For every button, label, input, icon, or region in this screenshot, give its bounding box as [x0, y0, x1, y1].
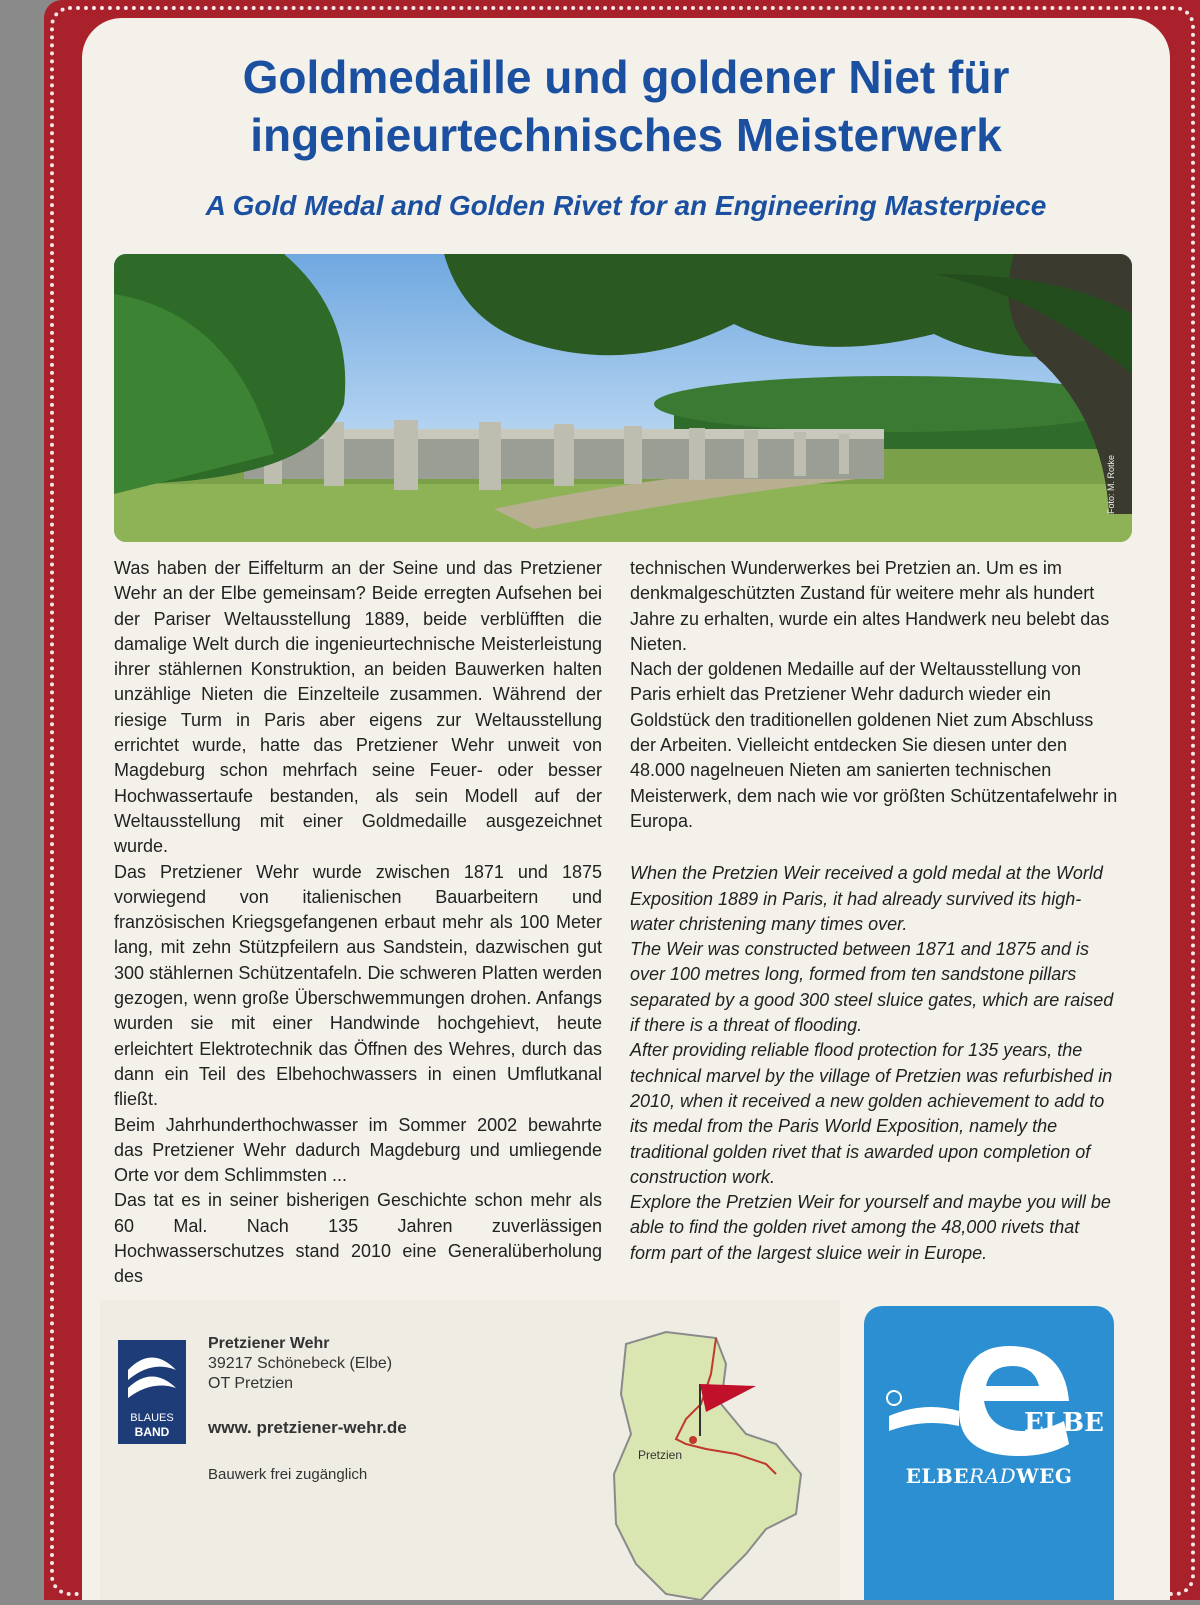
english-paragraph: After providing reliable flood protection for 135 years, the technical marvel by the village of Pretzien was refurbished in 2010, when it received a new golden achievement to add to its medal from the Paris World Exposition, namely the traditional golden rivet that is awarded upon completion of construction work.: [630, 1040, 1113, 1187]
elberadweg-logo: [864, 1306, 1114, 1600]
map-label: Pretzien: [638, 1448, 683, 1462]
german-text-column: [114, 556, 602, 1290]
english-paragraph: When the Pretzien Weir received a gold medal at the World Exposition 1889 in Paris, it had already survived its high-water christening many times over.: [630, 863, 1103, 934]
photo-credit: Foto: M. Rotke: [1106, 454, 1116, 514]
right-text-column: [630, 556, 1118, 1266]
blaues-band-logo: [118, 1340, 186, 1444]
paragraph: Was haben der Eiffelturm an der Seine und das Pretziener Wehr an der Elbe gemeinsam? Beide erregten Aufsehen bei der Pariser Weltausstellung 1889, beide verblüfften die damalige Welt durch die ingenieurtechnische Meisterleistung ihrer stählernen Konstruktion, an beiden Bauwerken halten unzählige Nieten die Einzelteile zusammen. Während der riesige Turm in Paris aber eigens zur Weltausstellung errichtet wurde, hatte das Pretziener Wehr unweit von Magdeburg schon mehrfach seine Feuer- oder besser Hochwassertaufe bestanden, als sein Modell auf der Weltausstellung mit einer Goldmedaille ausgezeichnet wurde.: [114, 558, 602, 857]
title-german: Goldmedaille und goldener Niet für ingenieurtechnisches Meisterwerk: [242, 51, 1010, 161]
location-map: [606, 1324, 822, 1600]
logo-text: BLAUES: [130, 1412, 174, 1424]
paragraph: Nach der goldenen Medaille auf der Weltausstellung von Paris erhielt das Pretziener Wehr dadurch wieder ein Goldstück den traditionellen goldenen Niet zum Abschluss der Arbeiten. Vielleicht entdecken Sie diesen unter den 48.000 nagelneuen Nieten am sanierten technischen Meisterwerk, dem nach wie vor größten Schützentafelwehr in Europa.: [630, 659, 1118, 831]
logo-text: BAND: [134, 1425, 170, 1439]
paragraph: Das tat es in seiner bisherigen Geschichte schon mehr als 60 Mal. Nach 135 Jahren zuverlässigen Hochwasserschutzes stand 2010 eine Generalüberholung des: [114, 1190, 602, 1287]
english-paragraph: Explore the Pretzien Weir for yourself and maybe you will be able to find the golden rivet among the 48,000 rivets that form part of the largest sluice weir in Europe.: [630, 1192, 1111, 1263]
paragraph: technischen Wunderwerkes bei Pretzien an. Um es im denkmalgeschützten Zustand für weitere mehr als hundert Jahre zu erhalten, wurde ein altes Handwerk neu belebt das Nieten.: [630, 558, 1110, 654]
elbe-text: ELBE: [1024, 1408, 1104, 1438]
address-line: OT Pretzien: [208, 1375, 294, 1392]
radweg-text: ELBERADWEG: [905, 1464, 1073, 1488]
website-link[interactable]: www. pretziener-wehr.de: [208, 1418, 407, 1437]
paragraph: Beim Jahrhunderthochwasser im Sommer 2002 bewahrte das Pretziener Wehr dadurch Magdeburg und umliegende Orte vor dem Schlimmsten ...: [114, 1114, 602, 1186]
paragraph: Das Pretziener Wehr wurde zwischen 1871 und 1875 vorwiegend von italienischen Bauarbeitern und französischen Kriegsgefangenen erbaut mehr als 100 Meter lang, mit zehn Stützpfeilern aus Sandstein, dazwischen gut 300 stählernen Schützentafeln. Die schweren Platten werden gezogen, wenn große Überschwemmungen drohen. Anfangs wurden sie mit einer Handwinde hochgehievt, heute erleichtert Elektrotechnik das Öffnen des Wehres, durch das dann ein Teil des Elbehochwassers in einen Umflutkanal fließt.: [114, 861, 602, 1110]
address-line: 39217 Schönebeck (Elbe): [208, 1355, 393, 1372]
english-paragraph: The Weir was constructed between 1871 and 1875 and is over 100 metres long, formed from ten sandstone pillars separated by a good 300 steel sluice gates, which are raised if there is a threat of flooding.: [630, 939, 1114, 1036]
title-english: A Gold Medal and Golden Rivet for an Engineering Masterpiece: [205, 190, 1047, 221]
address-block: [208, 1334, 392, 1394]
site-name: Pretziener Wehr: [208, 1335, 330, 1352]
weir-photo: [114, 254, 1132, 542]
access-note: Bauwerk frei zugänglich: [208, 1466, 368, 1483]
